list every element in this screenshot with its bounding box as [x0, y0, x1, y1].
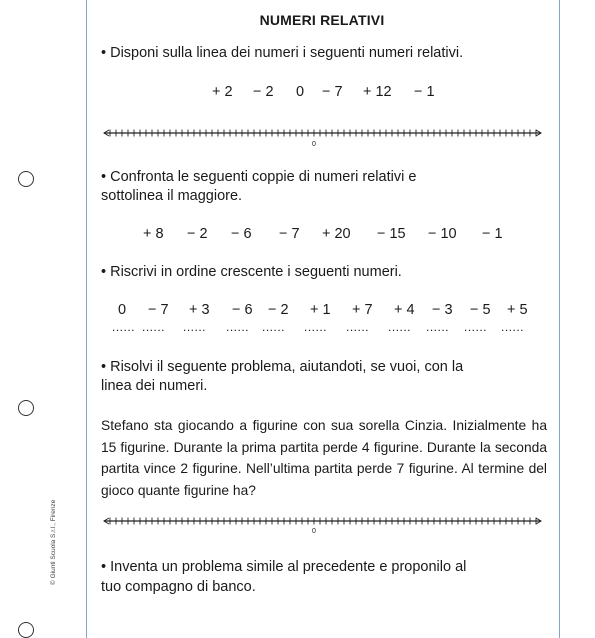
ex3-answer-blank[interactable]: ...... [304, 320, 328, 334]
ex3-number: − 3 [432, 302, 453, 318]
ex3-answer-blank[interactable]: ...... [112, 320, 136, 334]
ex3-instruction: • Riscrivi in ordine crescente i seguenti numeri. [101, 264, 402, 280]
ex1-number: + 12 [363, 84, 392, 100]
ex3-number: − 2 [268, 302, 289, 318]
ex3-number: − 7 [148, 302, 169, 318]
ex2-instruction-line1: • Confronta le seguenti coppie di numeri relativi e [101, 169, 417, 185]
ex3-number: + 3 [189, 302, 210, 318]
ex3-number: + 7 [352, 302, 373, 318]
ex2-number: + 20 [322, 226, 351, 242]
ex4-problem-text: Stefano sta giocando a figurine con sua sorella Cinzia. Inizialmente ha 15 figurine. Durante la prima partita perde 4 figurine. Durante la seconda partita vince 2 figurine. Nell’ultima partita perde 7 figurine. Al termine del gioco quante figurine ha? [101, 418, 547, 499]
ex3-answer-blank[interactable]: ...... [226, 320, 250, 334]
publisher-credit: © Giunti Scuola S.r.l., Firenze [50, 499, 57, 585]
ex3-answer-blank[interactable]: ...... [501, 320, 525, 334]
ex1-number: − 1 [414, 84, 435, 100]
ex3-answer-blank[interactable]: ...... [346, 320, 370, 334]
ex4-instruction-line2: linea dei numeri. [101, 378, 208, 394]
ex5-instruction-line2: tuo compagno di banco. [101, 579, 256, 595]
ex3-number: 0 [118, 302, 127, 318]
number-line-1-zero-label: 0 [312, 141, 316, 148]
ex1-number: − 7 [322, 84, 343, 100]
ex3-answer-blank[interactable]: ...... [388, 320, 412, 334]
ex2-number: − 7 [279, 226, 300, 242]
ex2-number: − 10 [428, 226, 457, 242]
ex1-number: + 2 [212, 84, 233, 100]
ex3-answer-blank[interactable]: ...... [262, 320, 286, 334]
ex2-number: + 8 [143, 226, 164, 242]
ex3-answer-blank[interactable]: ...... [464, 320, 488, 334]
ex5-instruction-line1: • Inventa un problema simile al precedente e proponilo al [101, 559, 467, 575]
ex1-number: − 2 [253, 84, 274, 100]
ex3-number: − 6 [232, 302, 253, 318]
ex2-number: − 2 [187, 226, 208, 242]
page-title: NUMERI RELATIVI [259, 12, 385, 28]
ex1-number: 0 [296, 84, 305, 100]
number-line-2-zero-label: 0 [312, 528, 316, 535]
ex3-number: − 5 [470, 302, 491, 318]
ex4-instruction-line1: • Risolvi il seguente problema, aiutandoti, se vuoi, con la [101, 359, 464, 375]
ex2-number: − 15 [377, 226, 406, 242]
ex2-number: − 6 [231, 226, 252, 242]
ex3-answer-blank[interactable]: ...... [426, 320, 450, 334]
ex3-number: + 1 [310, 302, 331, 318]
ex2-instruction-line2: sottolinea il maggiore. [101, 188, 243, 204]
ex3-number: + 4 [394, 302, 415, 318]
ex3-answer-blank[interactable]: ...... [183, 320, 207, 334]
ex3-answer-blank[interactable]: ...... [142, 320, 166, 334]
ex3-number: + 5 [507, 302, 528, 318]
ex1-instruction: • Disponi sulla linea dei numeri i seguenti numeri relativi. [101, 45, 464, 61]
ex2-number: − 1 [482, 226, 503, 242]
